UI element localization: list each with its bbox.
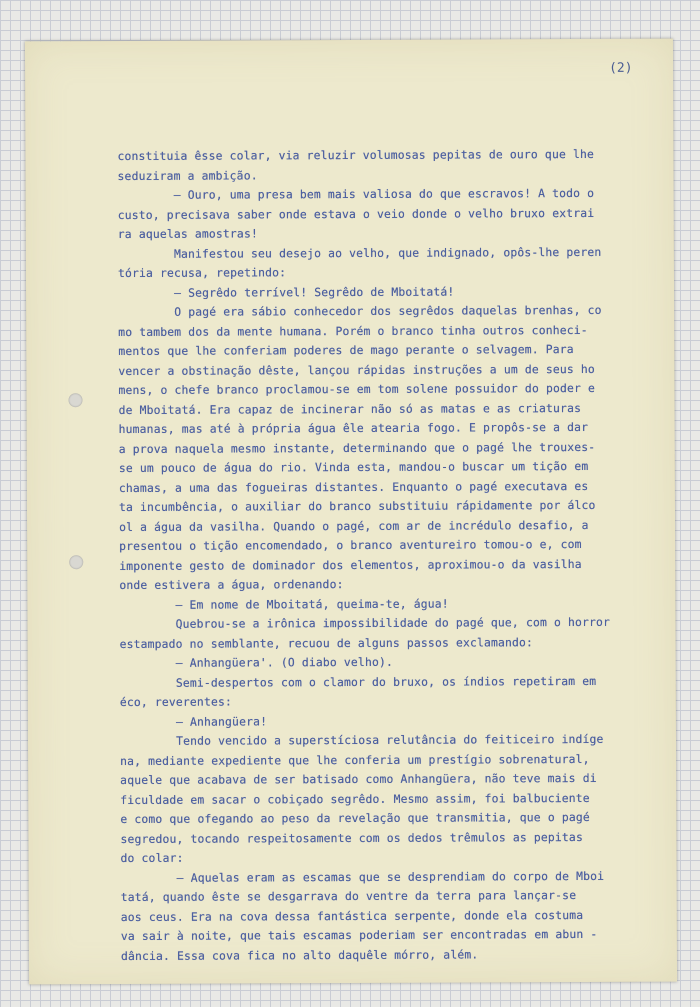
page-number: (2) [609,60,633,76]
text-line: ol a água da vasilha. Quando o pagé, com ar de incrédulo desafio, a [119,517,589,534]
text-line: — Anhangüera! [119,713,268,729]
text-line: aquele que acabava de ser batisado como Anhangüera, não teve mais di [120,770,597,788]
text-line: O pagé era sábio conhecedor dos segrêdos daquelas brenhas, co [118,302,602,320]
text-line: mo tambem dos da mente humana. Porém o branco tinha outros conheci- [118,322,588,339]
punch-hole [69,555,83,569]
text-line: a prova naquela mesmo instante, determinando que o pagé lhe trouxes- [118,439,596,456]
text-line: onde estivera a água, ordenando: [119,577,344,593]
text-line: imponente gesto de dominador dos elementos, aproximou-o da vasilha [119,556,582,573]
text-line: na, mediante expediente que lhe conferia um prestígio sobrenatural, [120,751,590,768]
text-line: segredou, tocando respeitosamente com os dedos trêmulos as pepitas [120,829,583,846]
text-line: aos ceus. Era na cova dessa fantástica serpente, donde ela costuma [120,907,584,924]
text-line: ficuldade em sacar o cobiçado segrêdo. Mesmo assim, foi balbuciente [120,790,590,807]
text-line: éco, reverentes: [119,694,232,710]
text-line: do colar: [120,850,184,866]
text-line: ra aquelas amostras! [117,226,258,242]
text-line: va sair à noite, que tais escamas poderiam ser encontradas em abun - [120,926,598,944]
body-text [117,145,656,966]
text-line: — Segrêdo terrível! Segrêdo de Mboitatá! [118,284,455,300]
text-line: custo, precisava saber onde estava o veio donde o velho bruxo extrai [117,205,595,222]
text-line: ta incumbência, o auxiliar do branco substituiu rápidamente por álco [118,497,596,515]
text-line: humanas, mas até à própria água êle atearia fogo. E propôs-se a dar [118,419,589,437]
text-line: mentos que lhe conferiam poderes de mago perante o selvagem. Para [118,342,574,359]
text-line: — Anhangüera'. (O diabo velho). [119,654,393,671]
text-line: mens, o chefe branco proclamou-se em tom solene possuidor do poder e [118,380,596,398]
text-line: dância. Essa cova fica no alto daquêle mórro, além. [120,946,479,963]
text-line: — Ouro, uma presa bem mais valiosa do que escravos! A todo o [117,185,595,203]
text-line: e como que ofegando ao peso da revelação que transmitia, que o pagé [120,809,590,827]
text-line: constituia êsse colar, via reluzir volumosas pepitas de ouro que lhe [117,146,595,164]
punch-hole [68,393,82,407]
text-line: tória recusa, repetindo: [117,265,287,281]
text-line: Quebrou-se a irônica impossibilidade do pagé que, com o horror [119,614,611,632]
text-line: Tendo vencido a superstíciosa relutância do feiticeiro indíge [119,731,604,749]
text-line: se um pouco de água do rio. Vinda esta, mandou-o buscar um tição em [118,458,589,476]
text-line: — Aquelas eram as escamas que se desprendiam do corpo de Mboi [120,868,605,885]
text-line: Manifestou seu desejo ao velho, que indignado, opôs-lhe peren [117,244,602,261]
text-line: vencer a obstinação dêste, lançou rápidas instruções a um de seus ho [118,361,595,378]
text-line: de Mboitatá. Era capaz de incinerar não só as matas e as criaturas [118,400,582,417]
text-line: — Em nome de Mboitatá, queima-te, água! [119,596,449,612]
text-line: chamas, a uma das fogueiras distantes. Enquanto o pagé executava es [118,478,589,495]
text-line: estampado no semblante, recuou de alguns passos exclamando: [119,634,534,651]
text-line: presentou o tição encomendado, o branco aventureiro tomou-o e, com [119,536,582,554]
typewritten-page [25,39,677,985]
text-line: Semi-despertos com o clamor do bruxo, os índios repetiram em [119,673,597,690]
text-line: seduziram a ambição. [117,167,258,183]
text-line: tatá, quando êste se desgarrava do ventre da terra para lançar-se [120,888,577,905]
